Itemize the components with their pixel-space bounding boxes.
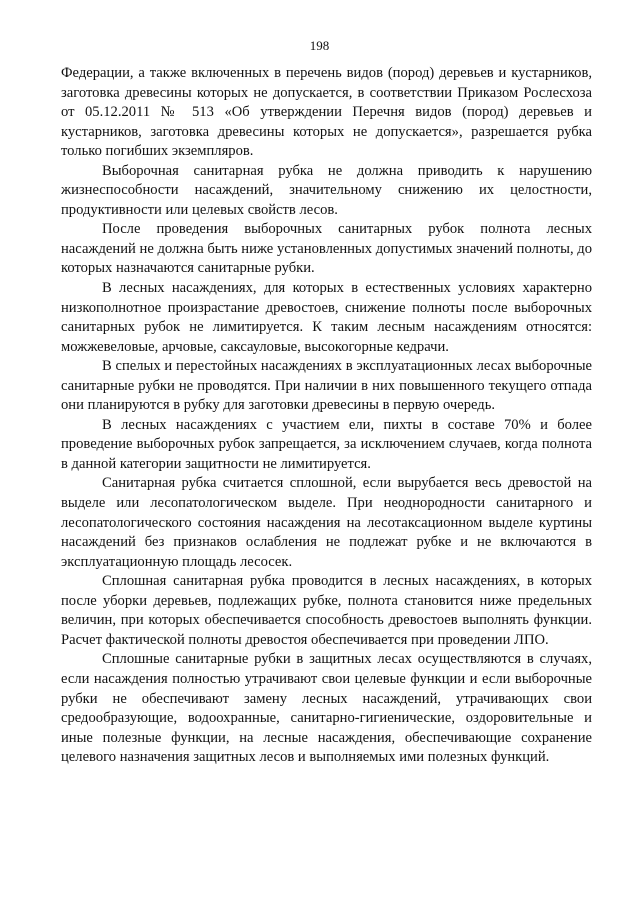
paragraph: В спелых и перестойных насаждениях в эксплуатационных лесах выборочные санитарные рубки не проводятся. При наличии в них повышенного текущего отпада они планируются в рубку для заготовки древесины в первую очередь. [61,358,592,414]
paragraph: Сплошная санитарная рубка проводится в лесных насаждениях, в которых после уборки деревьев, подлежащих рубке, полнота становится ниже предельных величин, при которых обеспечивается способность древостоев выполнять функции. Расчет фактической полноты древостоя обеспечивается при проведении ЛПО. [61,573,592,648]
paragraph: Сплошные санитарные рубки в защитных лесах осуществляются в случаях, если насаждения полностью утрачивают свои целевые функции и если выборочные рубки не обеспечивают замену лесных насаждений, утрачивающих свои средообразующие, водоохранные, санитарно-гигиенические, оздоровительные и иные полезные функции, на лесные насаждения, обеспечивающие сохранение целевого назначения защитных лесов и выполняемых ими полезных функций. [61,651,592,766]
paragraph: В лесных насаждениях, для которых в естественных условиях характерно низкополнотное произрастание древостоев, снижение полноты после выборочных санитарных рубок не лимитируется. К таким лесным насаждениям относятся: можжевеловые, арчовые, саксауловые, высокогорные кедрачи. [61,280,592,355]
page-number: 198 [309,38,330,53]
paragraph: Выборочная санитарная рубка не должна приводить к нарушению жизнеспособности насаждений, значительному снижению их целостности, продуктивности или целевых свойств лесов. [61,162,592,218]
paragraph-continuation: Федерации, а также включенных в перечень видов (пород) деревьев и кустарников, заготовка древесины которых не допускается, в соответствии Приказом Рослесхоза от 05.12.2011 № 513 «Об утверждении Перечня видов (пород) деревьев и кустарников, заготовка древесины которых не допускается», разрешается рубка только погибших экземпляров. [61,65,592,160]
paragraph: Санитарная рубка считается сплошной, если вырубается весь древостой на выделе или лесопатологическом выделе. При неоднородности санитарного и лесопатологического состояния насаждения на лесотаксационном выделе куртины насаждений без признаков ослабления не подлежат рубке и не включаются в эксплуатационную площадь лесосек. [61,475,592,570]
paragraph: После проведения выборочных санитарных рубок полнота лесных насаждений не должна быть ниже установленных допустимых значений полноты, до которых назначаются санитарные рубки. [61,221,592,277]
paragraph: В лесных насаждениях с участием ели, пихты в составе 70% и более проведение выборочных рубок запрещается, за исключением случаев, когда полнота в данной категории защитности не лимитируется. [61,416,592,472]
document-body [61,64,592,768]
